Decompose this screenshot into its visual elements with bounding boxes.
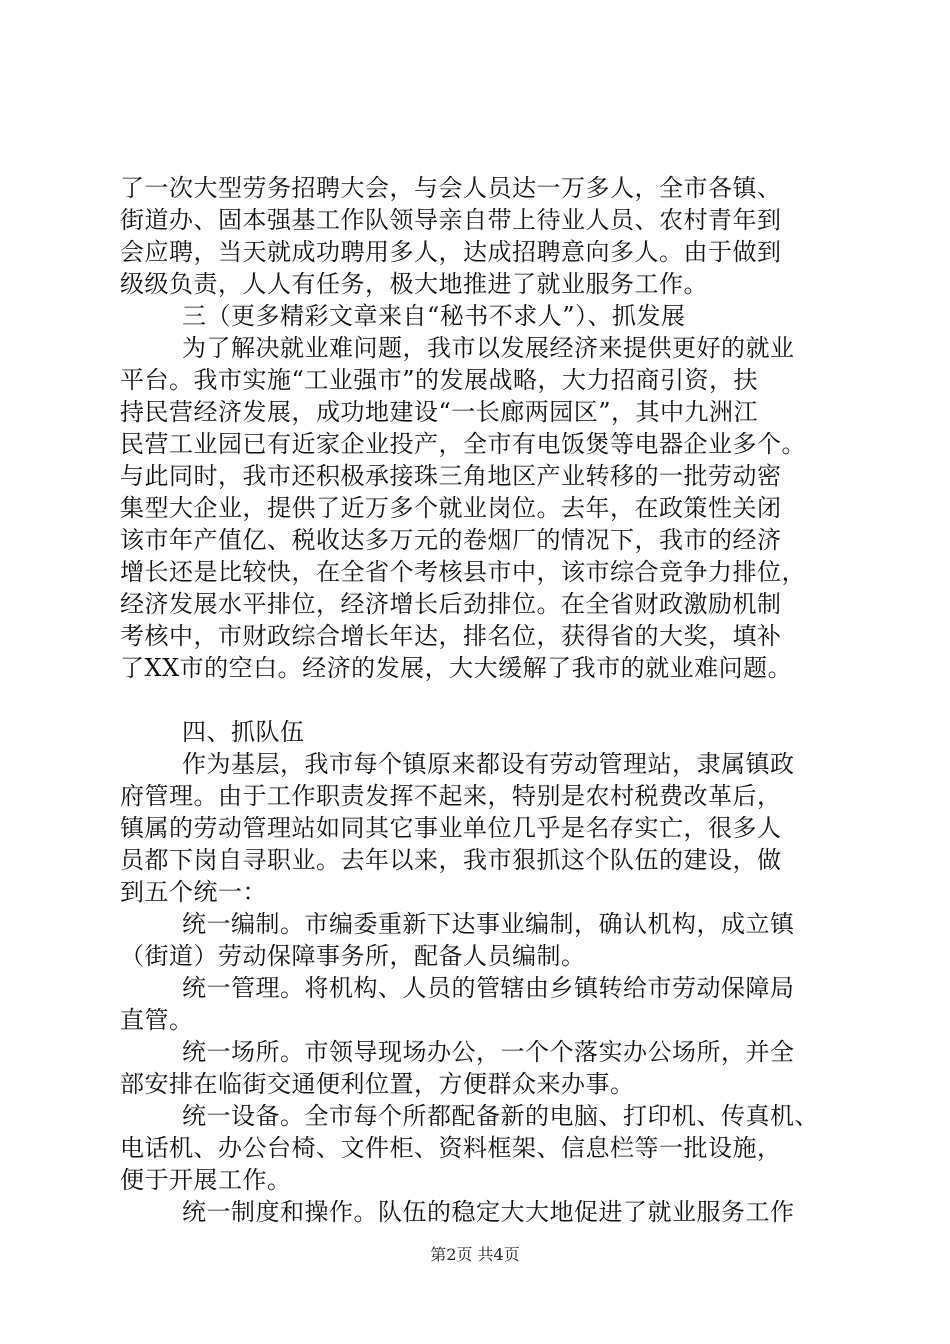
text-line: 持民营经济发展，成功地建设“一长廊两园区”，其中九洲江 [120,398,759,426]
text-line: 统一编制。市编委重新下达事业编制，确认机构，成立镇 [182,910,795,938]
page-footer: 第2页 共4页 [430,1245,520,1264]
text-line: 统一场所。市领导现场办公，一个个落实办公场所，并全 [182,1038,795,1066]
text-line: 为了解决就业难问题，我市以发展经济来提供更好的就业 [182,334,795,362]
text-line: 统一设备。全市每个所都配备新的电脑、打印机、传真机、 [182,1102,819,1130]
paragraph-unified-management [120,972,835,1036]
text-line: 会应聘，当天就成功聘用多人，达成招聘意向多人。由于做到 [120,238,782,266]
document-body [120,172,835,1228]
text-line: 了一次大型劳务招聘大会，与会人员达一万多人，全市各镇、 [120,174,782,202]
paragraph-spacer [120,684,835,716]
text-line: 街道办、固本强基工作队领导亲自带上待业人员、农村青年到 [120,206,782,234]
text-line: 府管理。由于工作职责发挥不起来，特别是农村税费改革后， [120,782,782,810]
text-line: 员都下岗自寻职业。去年以来，我市狠抓这个队伍的建设，做 [120,846,782,874]
text-line: 统一管理。将机构、人员的管辖由乡镇转给市劳动保障局 [182,974,795,1002]
text-line: 便于开展工作。 [120,1166,292,1194]
text-line: 了XX市的空白。经济的发展，大大缓解了我市的就业难问题。 [120,654,793,682]
section-heading-development: 三（更多精彩文章来自“秘书不求人”）、抓发展 [182,302,686,330]
text-line: 镇属的劳动管理站如同其它事业单位几乎是名存实亡，很多人 [120,814,782,842]
paragraph-unified-equipment [120,1100,835,1196]
paragraph-unified-venue [120,1036,835,1100]
text-line: 民营工业园已有近家企业投产，全市有电饭煲等电器企业多个。 [120,430,806,458]
text-line: 级级负责，人人有任务，极大地推进了就业服务工作。 [120,270,708,298]
text-line: 部安排在临街交通便利位置，方便群众来办事。 [120,1070,635,1098]
text-line: 考核中，市财政综合增长年达，排名位，获得省的大奖，填补 [120,622,782,650]
paragraph-recruitment [120,172,835,300]
paragraph-unified-system [120,1196,835,1228]
text-line: 到五个统一： [120,878,267,906]
text-line: （街道）劳动保障事务所，配备人员编制。 [120,942,586,970]
section-heading-team: 四、抓队伍 [182,718,305,746]
text-line: 直管。 [120,1006,194,1034]
text-line: 增长还是比较快，在全省个考核县市中，该市综合竞争力排位， [120,558,806,586]
paragraph-team [120,748,835,908]
paragraph-unified-staffing [120,908,835,972]
text-line: 平台。我市实施“工业强市”的发展战略，大力招商引资，扶 [120,366,759,394]
text-line: 经济发展水平排位，经济增长后劲排位。在全省财政激励机制 [120,590,782,618]
text-line: 与此同时，我市还积极承接珠三角地区产业转移的一批劳动密 [120,462,782,490]
text-line: 作为基层，我市每个镇原来都设有劳动管理站，隶属镇政 [182,750,795,778]
text-line: 统一制度和操作。队伍的稳定大大地促进了就业服务工作 [182,1198,795,1226]
text-line: 电话机、办公台椅、文件柜、资料框架、信息栏等一批设施， [120,1134,782,1162]
paragraph-development [120,332,835,684]
text-line: 集型大企业，提供了近万多个就业岗位。去年，在政策性关闭 [120,494,782,522]
text-line: 该市年产值亿、税收达多万元的卷烟厂的情况下，我市的经济 [120,526,782,554]
